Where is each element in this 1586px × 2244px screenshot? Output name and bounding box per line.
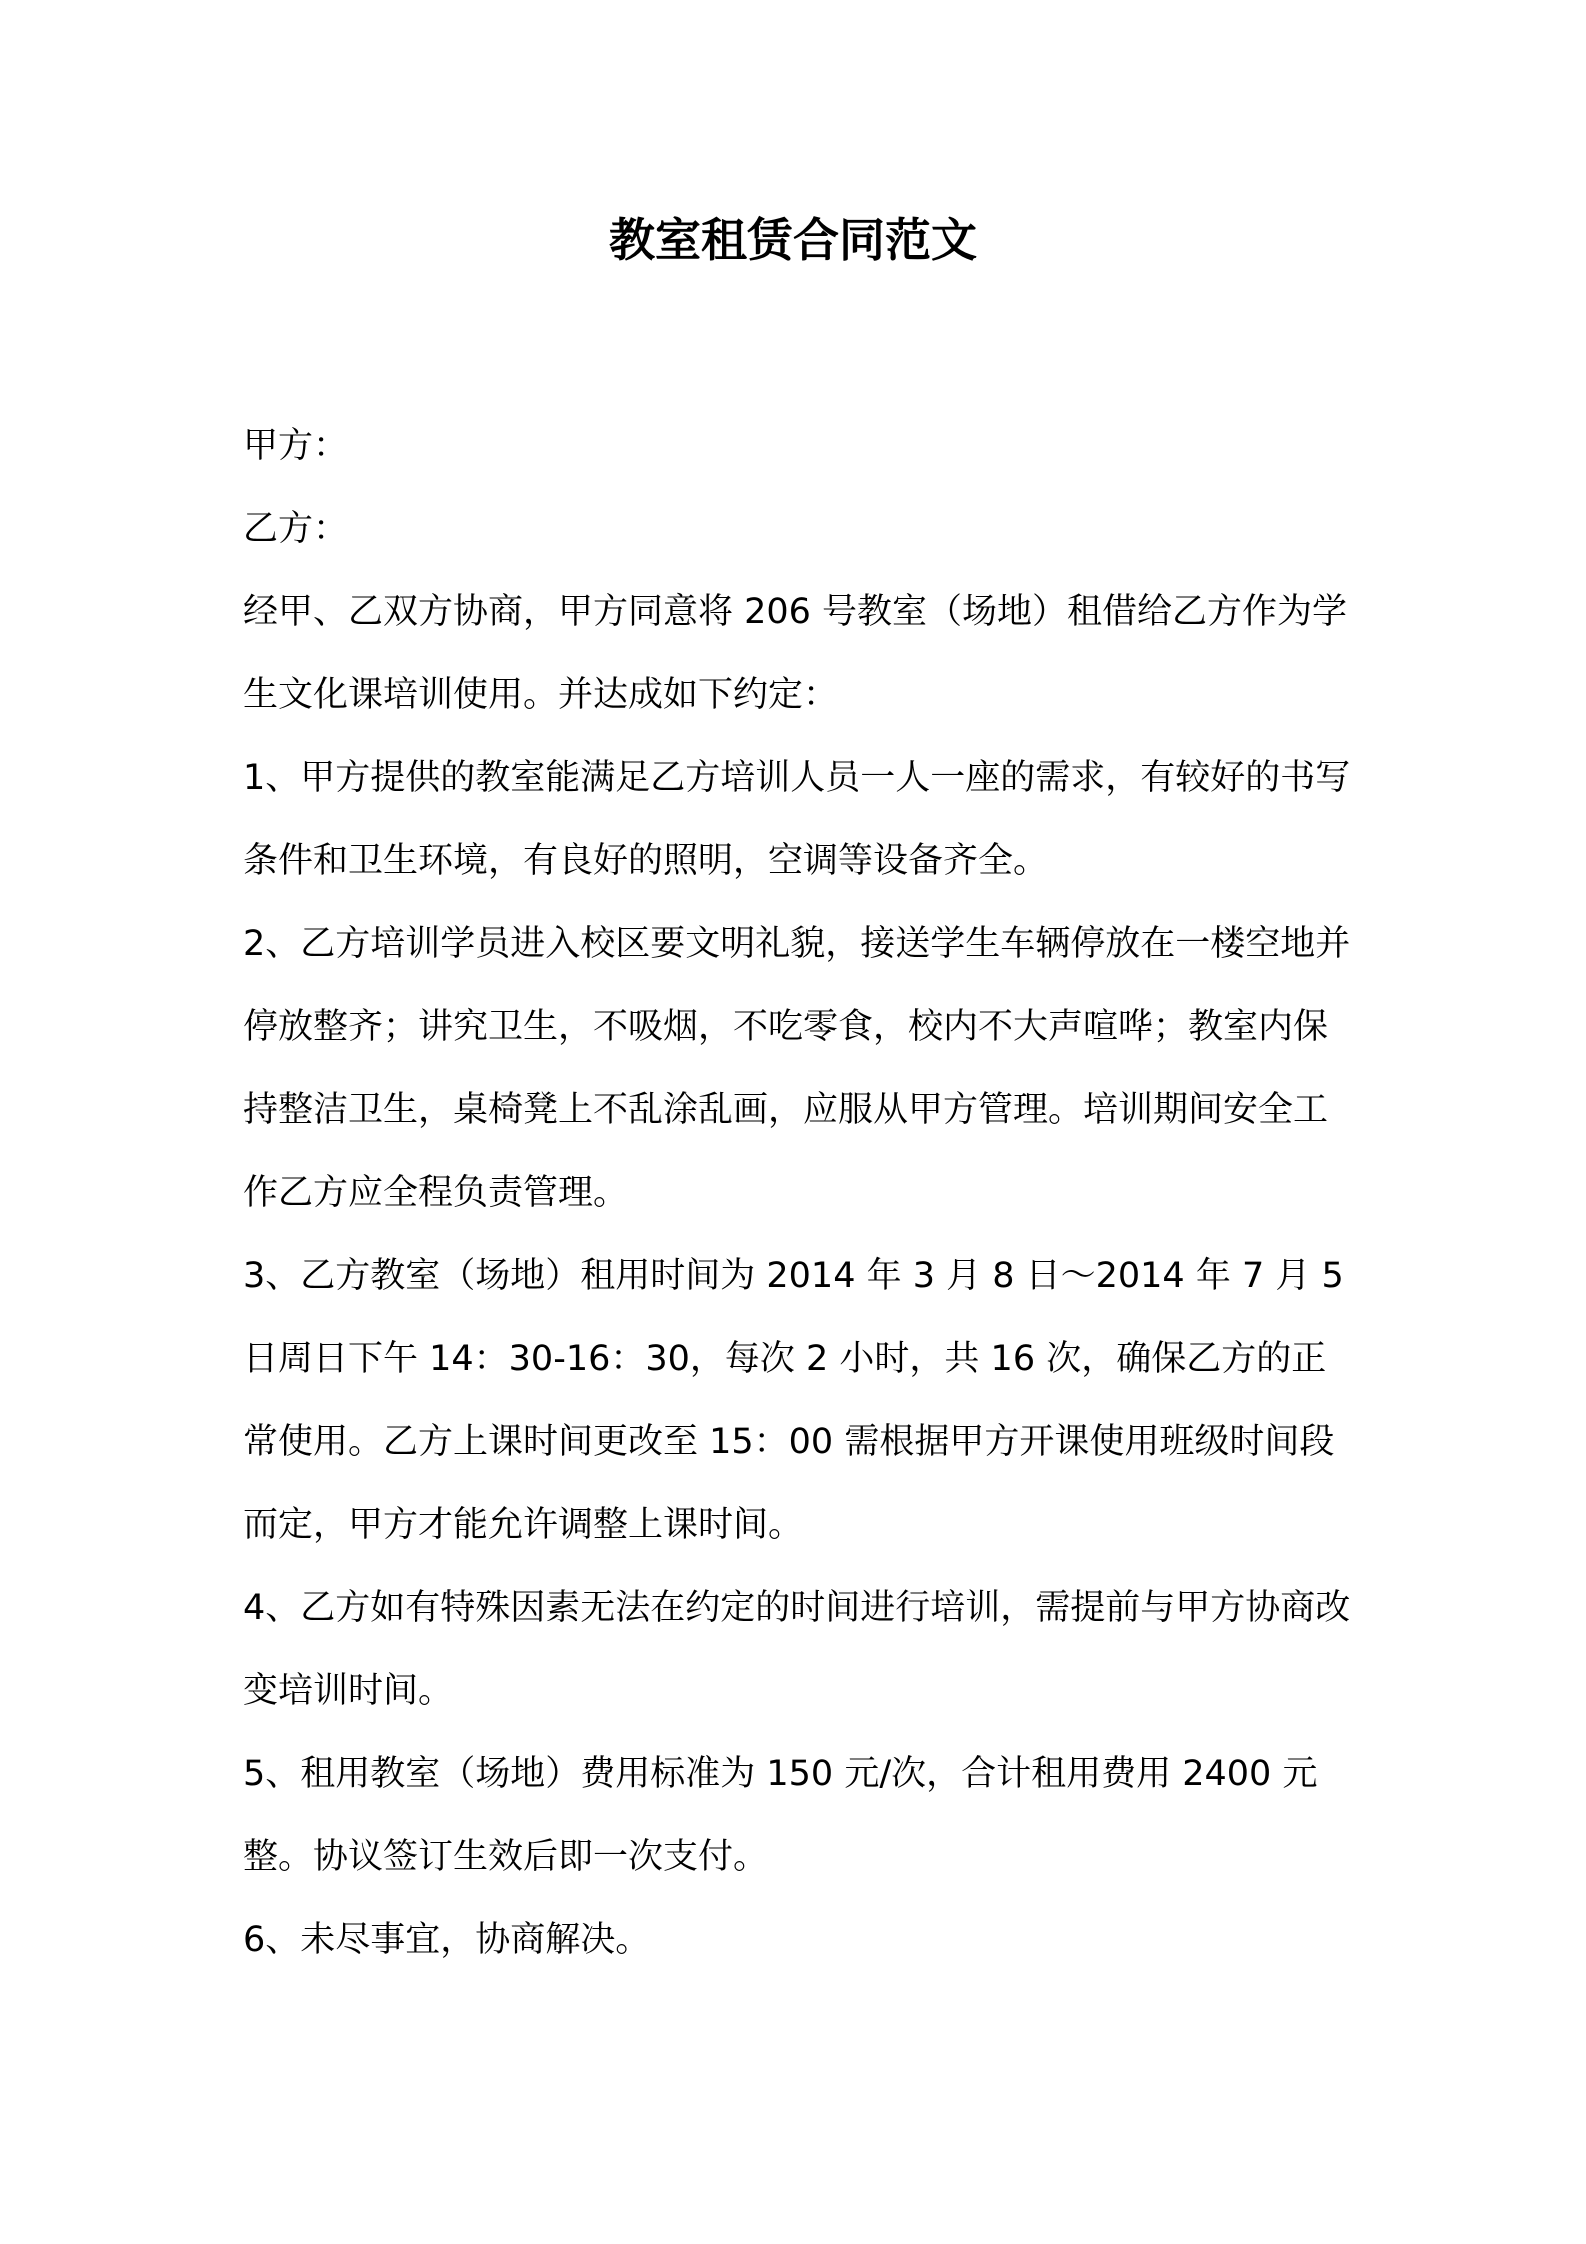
party-a-line: 甲方： [243, 426, 349, 466]
document-title: 教室租赁合同范文 [609, 213, 977, 267]
party-b-line: 乙方： [243, 509, 349, 549]
preamble-paragraph: 经甲、乙双方协商，甲方同意将 206 号教室（场地）租借给乙方作为学生文化课培训使用。并达成如下约定： [243, 592, 1348, 715]
clause-2: 2、乙方培训学员进入校区要文明礼貌，接送学生车辆停放在一楼空地并停放整齐；讲究卫生，不吸烟，不吃零食，校内不大声喧哗；教室内保持整洁卫生，桌椅凳上不乱涂乱画，应服从甲方管理。培训期间安全工作乙方应全程负责管理。 [243, 924, 1351, 1213]
clause-5: 5、租用教室（场地）费用标准为 150 元/次，合计租用费用 2400 元整。协议签订生效后即一次支付。 [243, 1754, 1318, 1877]
clause-6: 6、未尽事宜，协商解决。 [243, 1920, 651, 1960]
clause-3: 3、乙方教室（场地）租用时间为 2014 年 3 月 8 日～2014 年 7 月 5 日周日下午 14：30-16：30，每次 2 小时，共 16 次，确保乙方的正常使用。乙方上课时间更改至 15：00 需根据甲方开课使用班级时间段而定，甲方才能允许调整上课时间。 [243, 1256, 1344, 1545]
document-body [243, 405, 1353, 1982]
clause-1: 1、甲方提供的教室能满足乙方培训人员一人一座的需求，有较好的书写条件和卫生环境，有良好的照明，空调等设备齐全。 [243, 758, 1351, 881]
clause-4: 4、乙方如有特殊因素无法在约定的时间进行培训，需提前与甲方协商改变培训时间。 [243, 1588, 1351, 1711]
